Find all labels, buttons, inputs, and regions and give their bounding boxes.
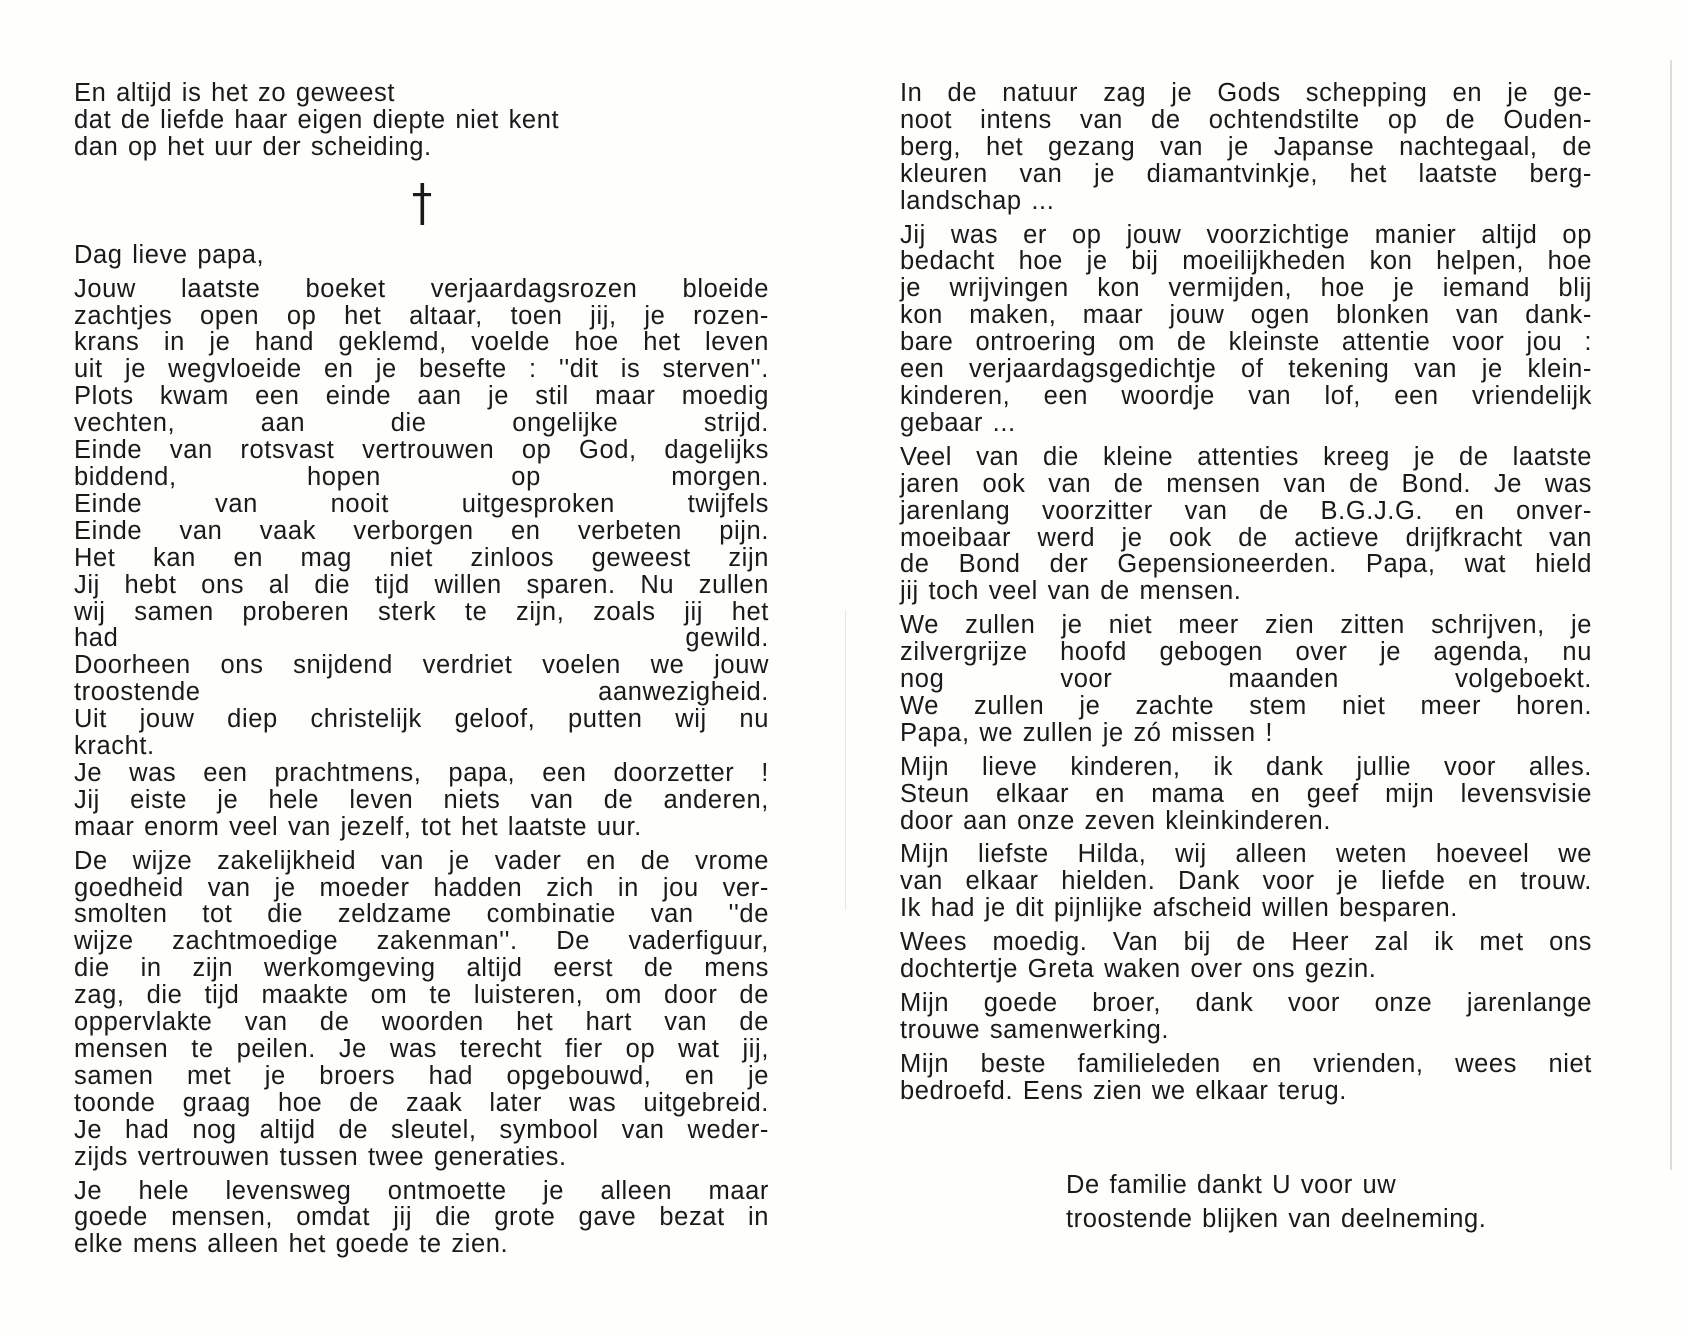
text-line: Mijn lieve kinderen, ik dank jullie voor alles. (900, 752, 1592, 781)
text-line: jarenlang voorzitter van de B.G.J.G. en onver- (900, 496, 1592, 525)
text-line: De wijze zakelijkheid van je vader en de vrome (74, 846, 769, 875)
text-line: Jij eiste je hele leven niets van de anderen, (74, 785, 769, 814)
text-line: had gewild. (74, 624, 769, 653)
text-line: trouwe samenwerking. (900, 1015, 1170, 1044)
text-line: je wrijvingen kon vermijden, hoe je iemand blij (900, 274, 1592, 303)
paragraph (900, 222, 1592, 437)
text-line: nog voor maanden volgeboekt. (900, 665, 1592, 694)
text-line: de Bond der Gepensioneerden. Papa, wat hield (900, 550, 1592, 579)
text-line: zijds vertrouwen tussen twee generaties. (74, 1142, 567, 1171)
paragraph (900, 990, 1592, 1044)
text-line: Einde van nooit uitgesproken twijfels (74, 489, 769, 518)
left-column (74, 80, 769, 1265)
text-line: vechten, aan die ongelijke strijd. (74, 409, 769, 438)
text-line: Je hele levensweg ontmoette je alleen maar (74, 1176, 769, 1205)
text-line: Ik had je dit pijnlijke afscheid willen besparen. (900, 894, 1458, 923)
poem-line: En altijd is het zo geweest (74, 79, 396, 107)
text-line: Dag lieve papa, (74, 240, 265, 269)
text-line: van elkaar hielden. Dank voor je liefde en trouw. (900, 867, 1592, 896)
text-line: krans in je hand geklemd, voelde hoe het leven (74, 328, 769, 357)
poem-line: dan op het uur der scheiding. (74, 132, 432, 161)
text-line: kon maken, maar jouw ogen blonken van dank- (900, 301, 1592, 330)
text-line: Papa, we zullen je zó missen ! (900, 718, 1274, 747)
right-letter-body (900, 80, 1592, 1105)
text-line: Wees moedig. Van bij de Heer zal ik met ons (900, 928, 1592, 957)
paragraph (900, 841, 1592, 922)
text-line: Jij was er op jouw voorzichtige manier altijd op (900, 220, 1592, 249)
text-line: zachtjes open op het altaar, toen jij, je rozen- (74, 301, 769, 330)
text-line: goedheid van je moeder hadden zich in jou ver- (74, 873, 769, 902)
text-line: We zullen je niet meer zien zitten schrijven, je (900, 611, 1592, 640)
text-line: Steun elkaar en mama en geef mijn levensvisie (900, 779, 1592, 808)
text-line: een verjaardagsgedichtje of tekening van je klein- (900, 355, 1592, 384)
text-line: In de natuur zag je Gods schepping en je ge- (900, 79, 1592, 107)
text-line: landschap ... (900, 186, 1055, 215)
paragraph (74, 242, 769, 269)
text-line: Je had nog altijd de sleutel, symbool van weder- (74, 1115, 769, 1144)
text-line: Je was een prachtmens, papa, een doorzetter ! (74, 758, 769, 787)
text-line: wij samen proberen sterk te zijn, zoals jij het (74, 597, 769, 626)
text-line: Het kan en mag niet zinloos geweest zijn (74, 543, 769, 572)
paragraph (900, 754, 1592, 835)
text-line: bedacht hoe je bij moeilijkheden kon helpen, hoe (900, 247, 1592, 276)
paragraph (900, 929, 1592, 983)
text-line: jij toch veel van de mensen. (900, 577, 1242, 606)
text-line: kracht. (74, 732, 155, 761)
cross-icon (410, 183, 434, 225)
paragraph (900, 1051, 1592, 1105)
text-line: troostende aanwezigheid. (74, 678, 769, 707)
text-line: elke mens alleen het goede te zien. (74, 1230, 509, 1259)
poem-line: dat de liefde haar eigen diepte niet kent (74, 105, 560, 134)
text-line: Mijn goede broer, dank voor onze jarenlange (900, 989, 1592, 1017)
text-line: gebaar ... (900, 408, 1016, 437)
card-edge (1670, 60, 1672, 1170)
fold-line (845, 610, 846, 910)
text-line: Einde van vaak verborgen en verbeten pijn. (74, 516, 769, 545)
paragraph (900, 444, 1592, 605)
text-line: Doorheen ons snijdend verdriet voelen we jouw (74, 651, 769, 680)
text-line: wijze zachtmoedige zakenman''. De vaderfiguur, (74, 927, 769, 956)
paragraph (900, 80, 1592, 215)
text-line: bare ontroering om de kleinste attentie voor jou : (900, 328, 1592, 357)
right-column (900, 80, 1592, 1112)
text-line: Uit jouw diep christelijk geloof, putten wij nu (74, 705, 769, 734)
text-line: Einde van rotsvast vertrouwen op God, dagelijks (74, 436, 769, 465)
closing-thanks (1066, 1168, 1487, 1236)
text-line: dochtertje Greta waken over ons gezin. (900, 955, 1377, 984)
text-line: jaren ook van de mensen van de Bond. Je was (900, 469, 1592, 498)
text-line: Jouw laatste boeket verjaardagsrozen bloeide (74, 274, 769, 303)
left-letter-body (74, 242, 769, 1259)
text-line: biddend, hopen op morgen. (74, 462, 769, 491)
paragraph (74, 848, 769, 1171)
text-line: kinderen, een woordje van lof, een vriendelijk (900, 381, 1592, 410)
text-line: Plots kwam een einde aan je stil maar moedig (74, 382, 769, 411)
text-line: moeibaar werd je ook de actieve drijfkracht van (900, 523, 1592, 552)
text-line: mensen te peilen. Je was terecht fier op wat jij, (74, 1035, 769, 1063)
paragraph (74, 1178, 769, 1259)
text-line: Mijn liefste Hilda, wij alleen weten hoeveel we (900, 840, 1592, 869)
text-line: kleuren van je diamantvinkje, het laatste berg- (900, 159, 1592, 188)
text-line: zag, die tijd maakte om te luisteren, om door de (74, 981, 769, 1010)
text-line: oppervlakte van de woorden het hart van de (74, 1008, 769, 1037)
text-line: samen met je broers had opgebouwd, en je (74, 1061, 769, 1090)
opening-poem (74, 80, 769, 161)
text-line: berg, het gezang van je Japanse nachtegaal, de (900, 132, 1592, 161)
text-line: Veel van die kleine attenties kreeg je de laatste (900, 442, 1592, 471)
text-line: maar enorm veel van jezelf, tot het laatste uur. (74, 812, 642, 841)
text-line: We zullen je zachte stem niet meer horen. (900, 691, 1592, 720)
text-line: smolten tot die zeldzame combinatie van ''de (74, 900, 769, 929)
text-line: noot intens van de ochtendstilte op de Ouden- (900, 105, 1592, 134)
text-line: Mijn beste familieleden en vrienden, wees niet (900, 1049, 1592, 1078)
paragraph (900, 612, 1592, 747)
closing-line: troostende blijken van deelneming. (1066, 1205, 1487, 1233)
closing-line: De familie dankt U voor uw (1066, 1171, 1397, 1199)
text-line: die in zijn werkomgeving altijd eerst de mens (74, 954, 769, 983)
text-line: uit je wegvloeide en je besefte : ''dit is sterven''. (74, 355, 769, 384)
paragraph (74, 276, 769, 841)
text-line: zilvergrijze hoofd gebogen over je agenda, nu (900, 638, 1592, 667)
text-line: goede mensen, omdat jij die grote gave bezat in (74, 1203, 769, 1232)
text-line: toonde graag hoe de zaak later was uitgebreid. (74, 1088, 769, 1117)
text-line: Jij hebt ons al die tijd willen sparen. Nu zullen (74, 570, 769, 599)
text-line: door aan onze zeven kleinkinderen. (900, 806, 1332, 835)
text-line: bedroefd. Eens zien we elkaar terug. (900, 1076, 1347, 1105)
